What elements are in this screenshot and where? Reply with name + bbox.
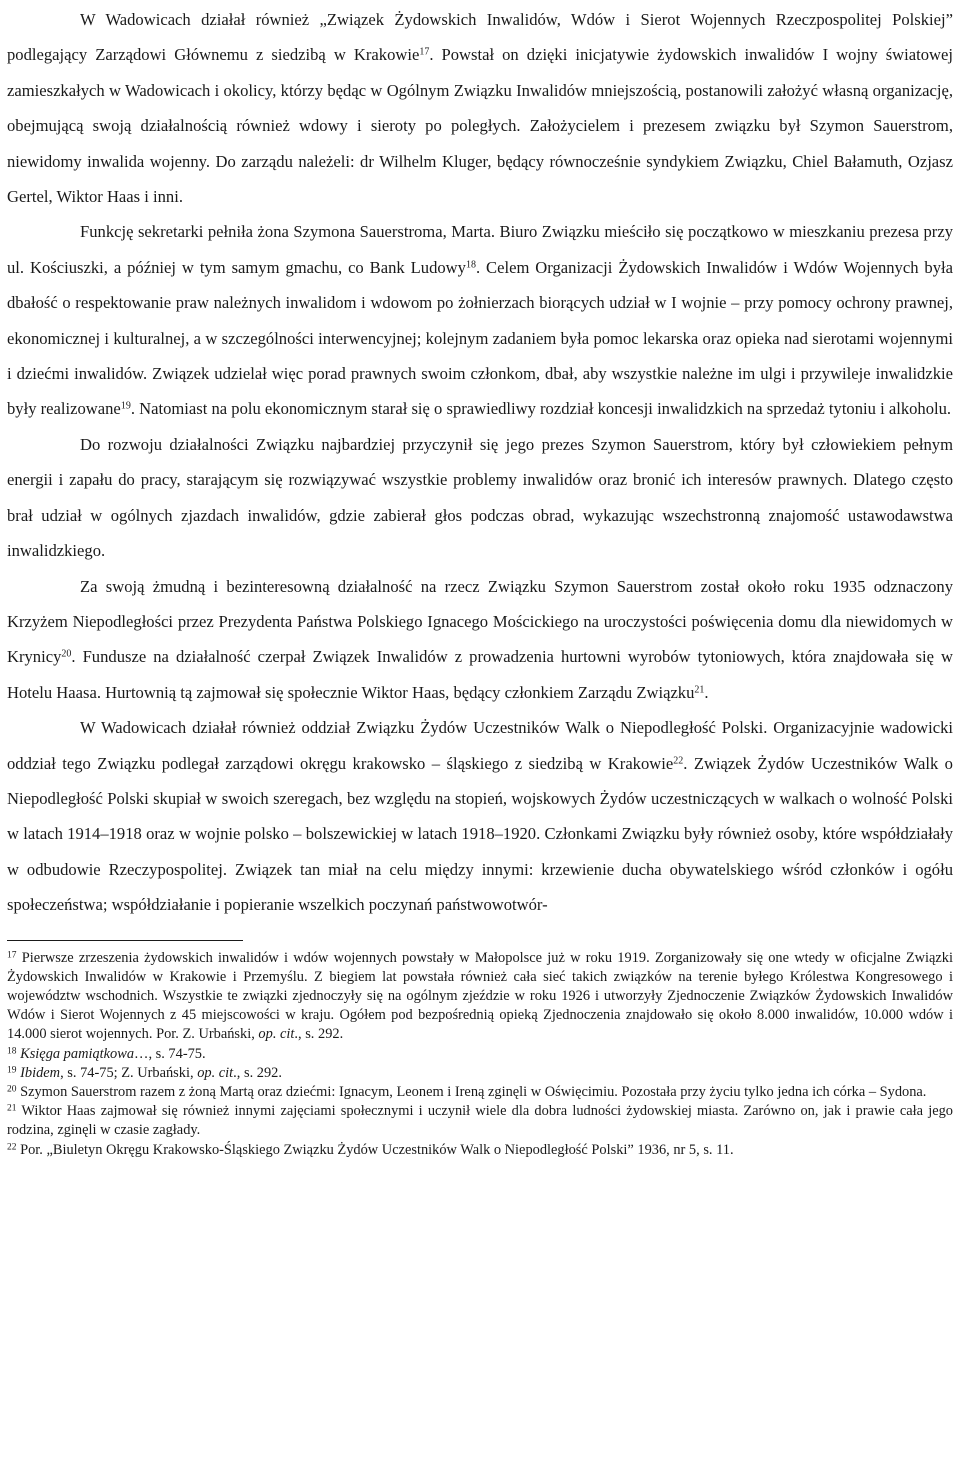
footnote-reference: 20: [61, 648, 72, 660]
footnote: [7, 949, 953, 1045]
footnote-number: 19: [7, 1065, 17, 1076]
text-segment: ., s. 292.: [233, 1064, 282, 1081]
text-segment: . Celem Organizacji Żydowskich Inwalidów i Wdów Wojennych była dbałość o respektowanie praw należnych inwalidom i wdowom po żołnierzach biorących udział w I wojnie – przy pomocy ochrony prawnej, ekonomicznej i kulturalnej, a w szczególności interwencyjnej; kolejnym zadaniem była pomoc lekarska oraz opieka nad sierotami wojennymi i dziećmi inwalidów. Związek udzielał więc porad prawnych swoim członkom, dbał, aby wszystkie należne im ulgi i przywileje inwalidzkie były realizowane: [7, 257, 954, 419]
text-segment: W Wadowicach działał również „Związek Żydowskich Inwalidów, Wdów i Sierot Wojennych Rzeczpospolitej Polskiej” podlegający Zarządowi Głównemu z siedzibą w Krakowie: [7, 10, 953, 65]
footnote-reference: 22: [673, 755, 684, 767]
footnote: [7, 1064, 953, 1083]
body-paragraph: [7, 710, 953, 922]
body-text: [7, 2, 953, 923]
text-segment: Pierwsze zrzeszenia żydowskich inwalidów i wdów wojennych powstały w Małopolsce już w roku 1919. Zorganizowały się one wtedy w oficjalne Związki Żydowskich Inwalidów w Krakowie i Przemyślu. Z biegiem lat powstała również cała sieć takich związków na terenie byłego Królestwa Kongresowego i województw wschodnich. Wszystkie te związki zjednoczyły się na ogólnym zjeździe w roku 1926 i utworzyły Zjednoczenie Związków Żydowskich Inwalidów Wdów i Sierot Wojennych z 45 miejscowości w kraju. Ogółem pod bezpośrednią opieką Zjednoczenia znajdowało się około 8.000 inwalidów, 10.000 wdów i 14.000 sierot wojennych. Por. Z. Urbański,: [7, 949, 953, 1043]
footnote: [7, 1083, 953, 1102]
footnote-number: 20: [7, 1084, 17, 1095]
footnote-number: 22: [7, 1142, 17, 1153]
text-segment: .: [704, 682, 709, 702]
footnote-number: 21: [7, 1103, 17, 1114]
text-segment: Funkcję sekretarki pełniła żona Szymona Sauerstroma, Marta. Biuro Związku mieściło się początkowo w mieszkaniu prezesa przy ul. Kościuszki, a później w tym samym gmachu, co Bank Ludowy: [7, 222, 953, 277]
text-segment: Za swoją żmudną i bezinteresowną działalność na rzecz Związku Szymon Sauerstrom został około roku 1935 odznaczony Krzyżem Niepodległości przez Prezydenta Państwa Polskiego Ignacego Mościckiego na uroczystości poświęcenia domu dla niewidomych w Krynicy: [7, 576, 953, 667]
text-segment: . Związek Żydów Uczestników Walk o Niepodległość Polski skupiał w swoich szeregach, bez względu na stopień, wojskowych Żydów uczestniczących w walkach o wolność Polski w latach 1914–1918 oraz w wojnie polsko – bolszewickiej w latach 1918–1920. Członkami Związku były również osoby, które współdziałały w odbudowie Rzeczypospolitej. Związek tan miał na celu między innymi: krzewienie ducha obywatelskiego wśród członków i ogółu społeczeństwa; współdziałanie i popieranie wszelkich poczynań państwowotwór-: [7, 753, 953, 915]
text-segment: Do rozwoju działalności Związku najbardziej przyczynił się jego prezes Szymon Sauerstrom, który był człowiekiem pełnym energii i zapału do pracy, starającym się rozwiązywać wszystkie problemy inwalidów oraz bronić ich interesów prawnych. Dlatego często brał udział w ogólnych zjazdach inwalidów, gdzie zabierał głos podczas obrad, wykazując wszechstronną znajomość ustawodawstwa inwalidzkiego.: [7, 434, 953, 561]
footnote: [7, 1141, 953, 1160]
footnote-reference: 21: [694, 684, 705, 696]
text-segment: Wiktor Haas zajmował się również innymi zajęciami społecznymi i uczynił wiele dla dobra ludności żydowskiej miasta. Zarówno on, jak i prawie cała jego rodzina, zginęli w czasie zagłady.: [7, 1103, 953, 1139]
body-paragraph: [7, 427, 953, 569]
footnote-reference: 19: [120, 400, 131, 412]
italic-text-segment: Ibidem: [20, 1064, 61, 1081]
footnote-reference: 17: [419, 46, 430, 58]
text-segment: . Natomiast na polu ekonomicznym starał się o sprawiedliwy rozdział koncesji inwalidzkich na sprzedaż tytoniu i alkoholu.: [130, 399, 952, 419]
text-segment: ., s. 292.: [294, 1026, 344, 1043]
footnote-number: 17: [7, 950, 17, 961]
text-segment: W Wadowicach działał również oddział Związku Żydów Uczestników Walk o Niepodległość Polski. Organizacyjnie wadowicki oddział tego Związku podlegał zarządowi okręgu krakowsko – śląskiego z siedzibą w Krakowie: [7, 718, 953, 773]
text-segment: . Fundusze na działalność czerpał Związek Inwalidów z prowadzenia hurtowni wyrobów tytoniowych, która znajdowała się w Hotelu Haasa. Hurtownią tą zajmował się społecznie Wiktor Haas, będący członkiem Zarządu Związku: [7, 647, 953, 702]
footnote-reference: 18: [465, 259, 476, 271]
text-segment: Szymon Sauerstrom razem z żoną Martą oraz dziećmi: Ignacym, Leonem i Ireną zginęli w Oświęcimiu. Pozostała przy życiu tylko jedna ich córka – Sydona.: [16, 1083, 927, 1100]
body-paragraph: [7, 214, 953, 426]
text-segment: , s. 74-75; Z. Urbański,: [60, 1064, 198, 1081]
body-paragraph: [7, 569, 953, 711]
text-segment: …, s. 74-75.: [134, 1045, 206, 1062]
text-segment: . Powstał on dzięki inicjatywie żydowskich inwalidów I wojny światowej zamieszkałych w Wadowicach i okolicy, którzy będąc w Ogólnym Związku Inwalidów mniejszością, postanowili założyć własną organizację, obejmującą swoją działalnością również wdowy i sieroty po poległych. Założycielem i prezesem związku był Szymon Sauerstrom, niewidomy inwalida wojenny. Do zarządu należeli: dr Wilhelm Kluger, będący równocześnie syndykiem Związku, Chiel Bałamuth, Ozjasz Gertel, Wiktor Haas i inni.: [7, 45, 953, 207]
footnotes-section: [7, 949, 953, 1160]
italic-text-segment: op. cit: [197, 1064, 234, 1081]
footnote: [7, 1045, 953, 1064]
text-segment: Por. „Biuletyn Okręgu Krakowsko-Śląskiego Związku Żydów Uczestników Walk o Niepodległość Polski” 1936, nr 5, s. 11.: [16, 1141, 734, 1158]
footnote-separator: [7, 940, 243, 941]
italic-text-segment: op. cit: [258, 1026, 295, 1043]
body-paragraph: [7, 2, 953, 214]
footnote: [7, 1102, 953, 1140]
footnote-number: 18: [7, 1046, 17, 1057]
italic-text-segment: Księga pamiątkowa: [20, 1045, 135, 1062]
